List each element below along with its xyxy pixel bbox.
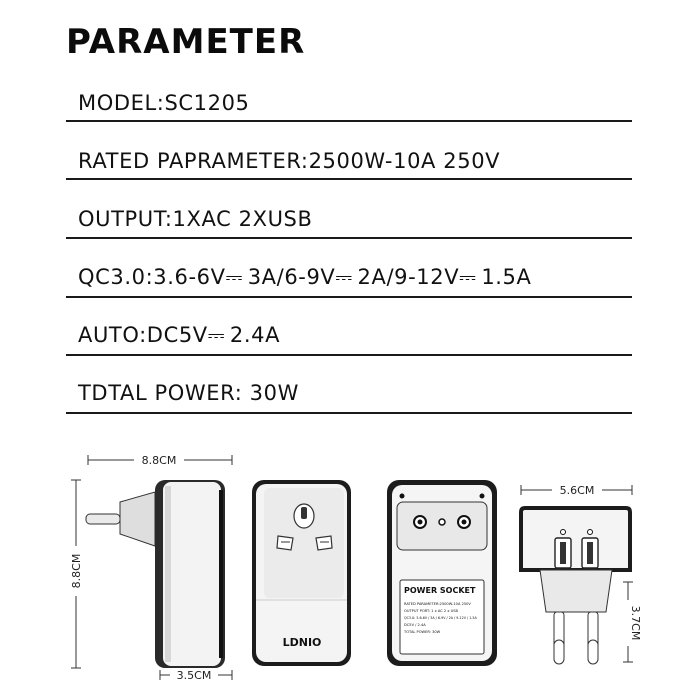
label-line: DC5V / 2.4A <box>404 623 426 627</box>
dim-usb-width-label: 5.6CM <box>559 484 595 497</box>
spec-rated-parameter: RATED PAPRAMETER:2500W-10A 250V <box>78 149 501 173</box>
dim-plug-length-label: 3.7CM <box>629 605 642 641</box>
front-view-drawing <box>252 480 351 666</box>
product-drawings <box>0 430 700 700</box>
divider <box>66 120 632 122</box>
label-line: RATED PARAMETER:2500W-10A 250V <box>404 602 471 606</box>
brand-logo: LDNIO <box>282 636 322 649</box>
dim-depth-label: 3.5CM <box>176 669 212 682</box>
spec-qc3: QC3.0:3.6-6V⎓ 3A/6-9V⎓ 2A/9-12V⎓ 1.5A <box>78 265 532 289</box>
divider <box>66 296 632 298</box>
spec-model: MODEL:SC1205 <box>78 91 250 115</box>
divider <box>66 354 632 356</box>
label-title: POWER SOCKET <box>404 586 476 595</box>
divider <box>66 412 632 414</box>
spec-output: OUTPUT:1XAC 2XUSB <box>78 207 313 231</box>
back-view-drawing <box>387 480 497 666</box>
label-line: TOTAL POWER: 30W <box>404 630 441 634</box>
usb-view-drawing <box>521 483 642 664</box>
divider <box>66 178 632 180</box>
label-line: QC3.0: 3.6-6V / 3A / 6-9V / 2A / 9-12V / 1.5A <box>404 616 477 620</box>
spec-total-power: TDTAL POWER: 30W <box>78 381 299 405</box>
page-title: PARAMETER <box>66 22 306 62</box>
label-line: OUTPUT PORT: 1 x AC 2 x USB <box>404 609 458 613</box>
dim-height-label: 8.8CM <box>70 553 83 589</box>
divider <box>66 237 632 239</box>
dim-width-label: 8.8CM <box>141 454 177 467</box>
side-view-drawing <box>68 453 232 682</box>
spec-auto: AUTO:DC5V⎓ 2.4A <box>78 323 281 347</box>
